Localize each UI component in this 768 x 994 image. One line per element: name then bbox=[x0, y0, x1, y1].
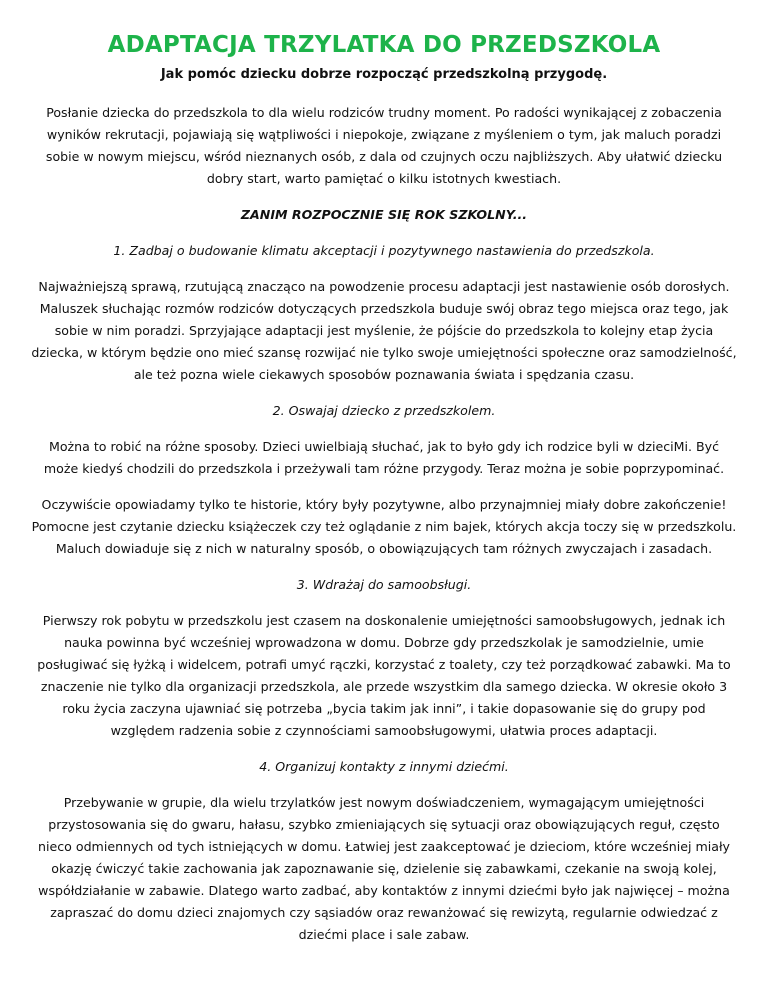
point-4-heading: 4. Organizuj kontakty z innymi dziećmi. bbox=[259, 759, 509, 774]
point-2-paragraph-1: Można to robić na różne sposoby. Dzieci uwielbiają słuchać, jak to było gdy ich rodzice byli w dzieciMi. Być może kiedyś chodzili do przedszkola i przeżywali tam różne przygody. Teraz można je sobie poprzypominać. bbox=[43, 439, 725, 476]
point-3-paragraph-1: Pierwszy rok pobytu w przedszkolu jest czasem na doskonalenie umiejętności samoobsługowych, jednak ich nauka powinna być wcześniej wprowadzona w domu. Dobrze gdy przedszkolak je samodzielnie, umie posługiwać się łyżką i widelcem, potrafi umyć rączki, korzystać z toalety, czy też porządkować zabawki. Ma to znaczenie nie tylko dla organizacji przedszkola, ale przede wszystkim dla samego dziecka. W okresie około 3 roku życia zaczyna ujawniać się potrzeba „bycia takim jak inni”, i takie dopasowanie się do grupy pod względem radzenia sobie z czynnościami samoobsługowymi, ułatwia proces adaptacji. bbox=[37, 613, 731, 738]
point-1-heading: 1. Zadbaj o budowanie klimatu akceptacji i pozytywnego nastawienia do przedszkola. bbox=[113, 243, 655, 258]
intro-paragraph: Posłanie dziecka do przedszkola to dla wielu rodziców trudny moment. Po radości wynikającej z zobaczenia wyników rekrutacji, pojawiają się wątpliwości i niepokoje, związane z myśleniem o tym, jak maluch poradzi sobie w nowym miejscu, wśród nieznanych osób, z dala od czujnych oczu najbliższych. Aby ułatwić dziecku dobry start, warto pamiętać o kilku istotnych kwestiach. bbox=[45, 105, 723, 186]
point-2-paragraph-2: Oczywiście opowiadamy tylko te historie, który były pozytywne, albo przynajmniej miały dobre zakończenie! Pomocne jest czytanie dziecku książeczek czy też oglądanie z nim bajek, których akcja toczy się w przedszkolu. Maluch dowiaduje się z nich w naturalny sposób, o obowiązujących tam różnych zwyczajach i zasadach. bbox=[31, 497, 737, 556]
document-title: ADAPTACJA TRZYLATKA DO PRZEDSZKOLA bbox=[107, 32, 661, 58]
document-subtitle: Jak pomóc dziecku dobrze rozpocząć przedszkolną przygodę. bbox=[160, 67, 608, 82]
point-1-paragraph-1: Najważniejszą sprawą, rzutującą znacząco na powodzenie procesu adaptacji jest nastawienie osób dorosłych. Maluszek słuchając rozmów rodziców dotyczących przedszkola buduje swój obraz tego miejsca oraz tego, jak sobie w nim poradzi. Sprzyjające adaptacji jest myślenie, że pójście do przedszkola to kolejny etap życia dziecka, w którym będzie ono mieć szansę rozwijać nie tylko swoje umiejętności społeczne oraz samodzielność, ale też pozna wiele ciekawych sposobów poznawania świata i spędzania czasu. bbox=[31, 279, 737, 382]
point-3-heading: 3. Wdrażaj do samoobsługi. bbox=[296, 577, 472, 592]
point-2-heading: 2. Oswajaj dziecko z przedszkolem. bbox=[272, 403, 496, 418]
point-4-paragraph-1: Przebywanie w grupie, dla wielu trzylatków jest nowym doświadczeniem, wymagającym umiejętności przystosowania się do gwaru, hałasu, szybko zmieniających się sytuacji oraz obowiązujących reguł, często nieco odmiennych od tych istniejących w domu. Łatwiej jest zaakceptować je dzieciom, które wcześniej miały okazję ćwiczyć takie zachowania jak zapoznawanie się, dzielenie się zabawkami, czekanie na swoją kolej, współdziałanie w zabawie. Dlatego warto zadbać, aby kontaktów z innymi dziećmi było jak najwięcej – można zapraszać do domu dzieci znajomych czy sąsiadów oraz rewanżować się rewizytą, regularnie odwiedzać z dziećmi place i sale zabaw. bbox=[38, 795, 730, 942]
section-title: ZANIM ROZPOCZNIE SIĘ ROK SZKOLNY... bbox=[240, 207, 528, 222]
